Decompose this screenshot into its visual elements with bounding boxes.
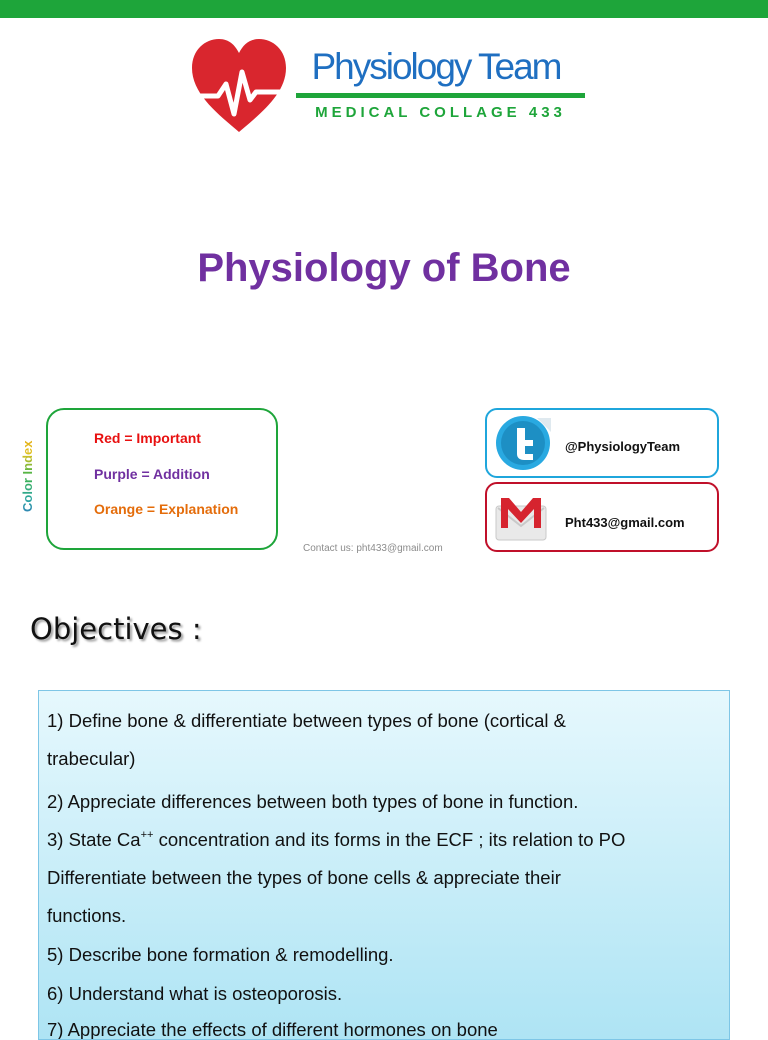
objective-line: 6) Understand what is osteoporosis. bbox=[47, 983, 343, 1004]
objective-line: Differentiate between the types of bone cells & appreciate their bbox=[47, 867, 561, 888]
color-index-red: Red = Important bbox=[94, 430, 201, 446]
twitter-icon bbox=[493, 414, 553, 472]
twitter-handle: @PhysiologyTeam bbox=[565, 439, 681, 454]
logo-divider bbox=[296, 93, 585, 98]
objective-line bbox=[47, 829, 625, 851]
objectives-heading: Objectives : bbox=[30, 612, 202, 646]
page-title: Physiology of Bone bbox=[197, 246, 571, 290]
top-color-bar bbox=[0, 0, 768, 18]
color-index-purple: Purple = Addition bbox=[94, 466, 210, 482]
color-index-box bbox=[46, 408, 278, 550]
calcium-superscript: ++ bbox=[140, 829, 154, 841]
objective-text: concentration and its forms in the ECF ; its relation to PO bbox=[153, 829, 626, 850]
objective-line: 1) Define bone & differentiate between types of bone (cortical & bbox=[47, 710, 567, 731]
objectives-box bbox=[38, 690, 730, 1040]
team-name: Physiology Team bbox=[311, 46, 561, 87]
email-address: Pht433@gmail.com bbox=[565, 515, 685, 530]
gmail-icon bbox=[493, 492, 549, 544]
college-subtitle: MEDICAL COLLAGE 433 bbox=[315, 104, 566, 121]
gmail-contact-card[interactable] bbox=[485, 482, 719, 552]
contact-line: Contact us: pht433@gmail.com bbox=[303, 543, 443, 554]
color-index-label: Color Index bbox=[20, 430, 46, 522]
objective-line: functions. bbox=[47, 905, 127, 926]
twitter-contact-card[interactable] bbox=[485, 408, 719, 478]
heart-pulse-logo-icon bbox=[188, 36, 290, 136]
objective-line: trabecular) bbox=[47, 748, 136, 769]
objective-line: 5) Describe bone formation & remodelling. bbox=[47, 944, 394, 965]
color-index-orange: Orange = Explanation bbox=[94, 501, 239, 517]
objective-text: 3) State Ca bbox=[47, 829, 141, 850]
objective-line: 7) Appreciate the effects of different hormones on bone bbox=[47, 1019, 498, 1040]
objective-line: 2) Appreciate differences between both types of bone in function. bbox=[47, 791, 579, 812]
